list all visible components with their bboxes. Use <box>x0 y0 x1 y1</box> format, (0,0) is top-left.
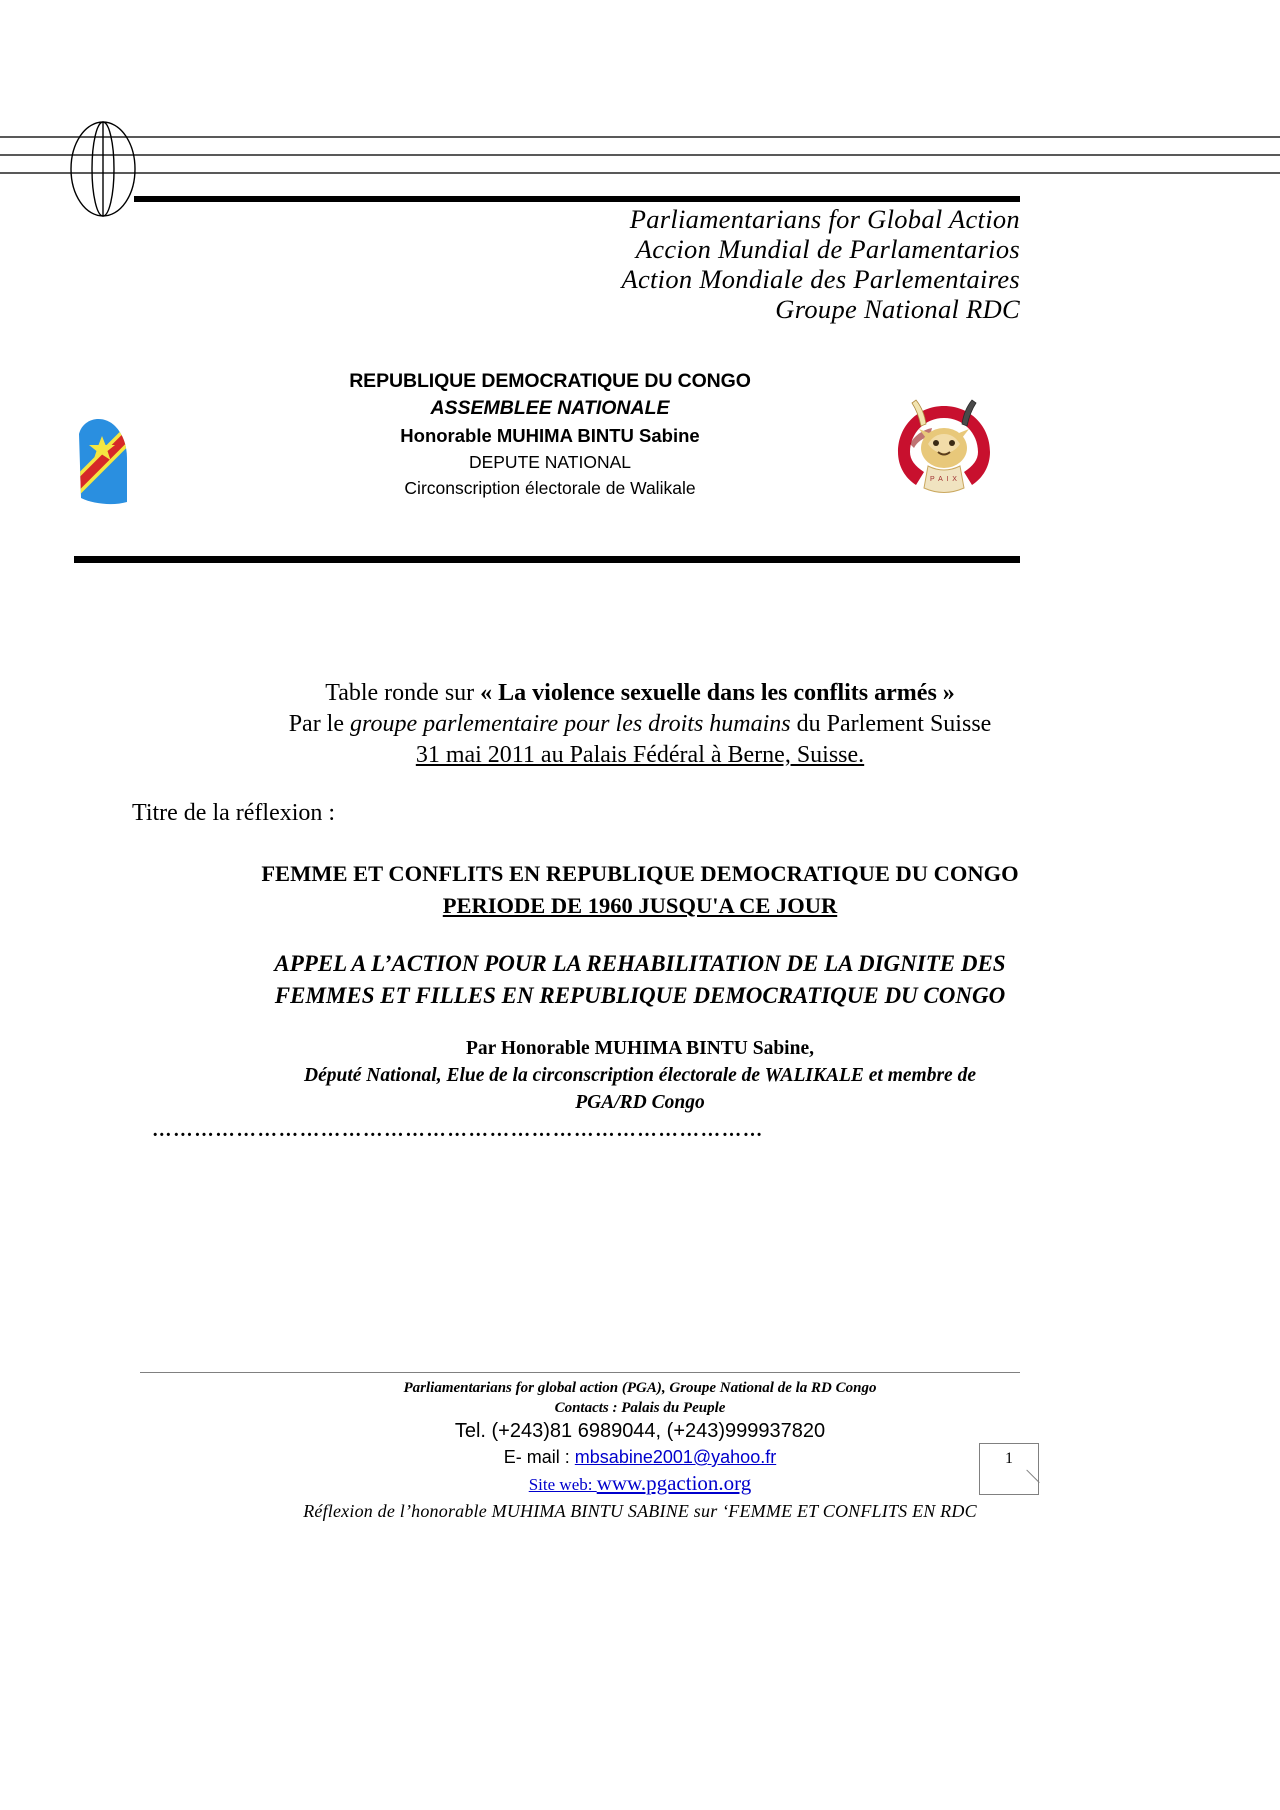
deputy-constituency: Circonscription électorale de Walikale <box>404 478 696 498</box>
deputy-name: Honorable MUHIMA BINTU Sabine <box>400 425 700 446</box>
roundtable-by-prefix: Par le <box>288 711 350 737</box>
roundtable-parliament: du Parlement Suisse <box>790 711 992 737</box>
page-number-box <box>979 1443 1039 1495</box>
byline-affiliation: PGA/RD Congo <box>575 1092 705 1113</box>
roundtable-group: groupe parlementaire pour les droits humains <box>350 711 791 737</box>
svg-text:P A I X: P A I X <box>930 476 958 483</box>
footer-reflexion-note: Réflexion de l’honorable MUHIMA BINTU SABINE sur ‘FEMME ET CONFLITS EN RDC <box>303 1501 977 1521</box>
byline-author: Par Honorable MUHIMA BINTU Sabine, <box>466 1038 814 1059</box>
pga-national-group: Groupe National RDC <box>775 294 1020 324</box>
footer-contacts: Contacts : Palais du Peuple <box>554 1400 726 1416</box>
pga-title-fr: Action Mondiale des Parlementaires <box>621 264 1020 294</box>
header-bottom-bar <box>74 556 1020 563</box>
main-title-line-1: FEMME ET CONFLITS EN REPUBLIQUE DEMOCRATIQUE DU CONGO <box>261 861 1019 886</box>
header-rule-line-1 <box>0 136 1280 138</box>
roundtable-prefix: Table ronde sur <box>325 680 481 706</box>
footer-email-label: E- mail : <box>503 1447 575 1467</box>
author-byline <box>130 1035 1150 1116</box>
globe-icon <box>68 120 138 218</box>
roundtable-line-2 <box>120 709 1160 740</box>
roundtable-line-1 <box>120 678 1160 709</box>
deputy-role: DEPUTE NATIONAL <box>468 452 632 472</box>
country-name: REPUBLIQUE DEMOCRATIQUE DU CONGO <box>349 370 751 392</box>
header-rule-lines <box>0 136 1280 202</box>
page-number: 1 <box>1005 1450 1013 1467</box>
roundtable-heading <box>120 678 1160 771</box>
page-corner-fold <box>1026 1470 1039 1483</box>
footer-organization: Parliamentarians for global action (PGA), Groupe National de la RD Congo <box>403 1380 877 1396</box>
assembly-name: ASSEMBLEE NATIONALE <box>430 397 670 419</box>
pga-title-es: Accion Mundial de Parlamentarios <box>635 234 1020 264</box>
footer-site-link[interactable]: www.pgaction.org <box>596 1471 752 1495</box>
header-top-bar <box>134 196 1020 202</box>
reflection-title-label: Titre de la réflexion : <box>132 800 336 826</box>
call-to-action-line-1: APPEL A L’ACTION POUR LA REHABILITATION DE LA DIGNITE DES <box>274 951 1006 976</box>
main-title-line-2 <box>120 890 1160 922</box>
pga-title-en: Parliamentarians for Global Action <box>629 204 1020 234</box>
footer-telephone: Tel. (+243)81 6989044, (+243)999937820 <box>454 1420 826 1442</box>
header-rule-line-2 <box>0 154 1280 156</box>
roundtable-theme: « La violence sexuelle dans les conflits armés » <box>480 680 955 706</box>
dotted-separator: …………………………………………………………………………… <box>152 1120 764 1141</box>
main-title <box>120 858 1160 922</box>
header-rule-line-3 <box>0 172 1280 174</box>
institution-header-block <box>190 368 910 501</box>
roundtable-date-place: 31 mai 2011 au Palais Fédéral à Berne, Suisse. <box>415 742 865 768</box>
footer-site-label: Site web: <box>528 1475 597 1494</box>
drc-flag-icon <box>69 406 153 506</box>
roundtable-line-3 <box>120 740 1160 771</box>
call-to-action-title <box>110 948 1170 1012</box>
main-title-period: PERIODE DE 1960 JUSQU'A CE JOUR <box>442 893 838 918</box>
byline-role: Député National, Elue de la circonscription électorale de WALIKALE et membre de <box>304 1065 976 1086</box>
pga-organization-titles <box>400 204 1020 324</box>
call-to-action-line-2: FEMMES ET FILLES EN REPUBLIQUE DEMOCRATIQUE DU CONGO <box>274 983 1006 1008</box>
footer-email-link[interactable]: mbsabine2001@yahoo.fr <box>574 1447 777 1467</box>
footer-divider <box>140 1372 1020 1373</box>
